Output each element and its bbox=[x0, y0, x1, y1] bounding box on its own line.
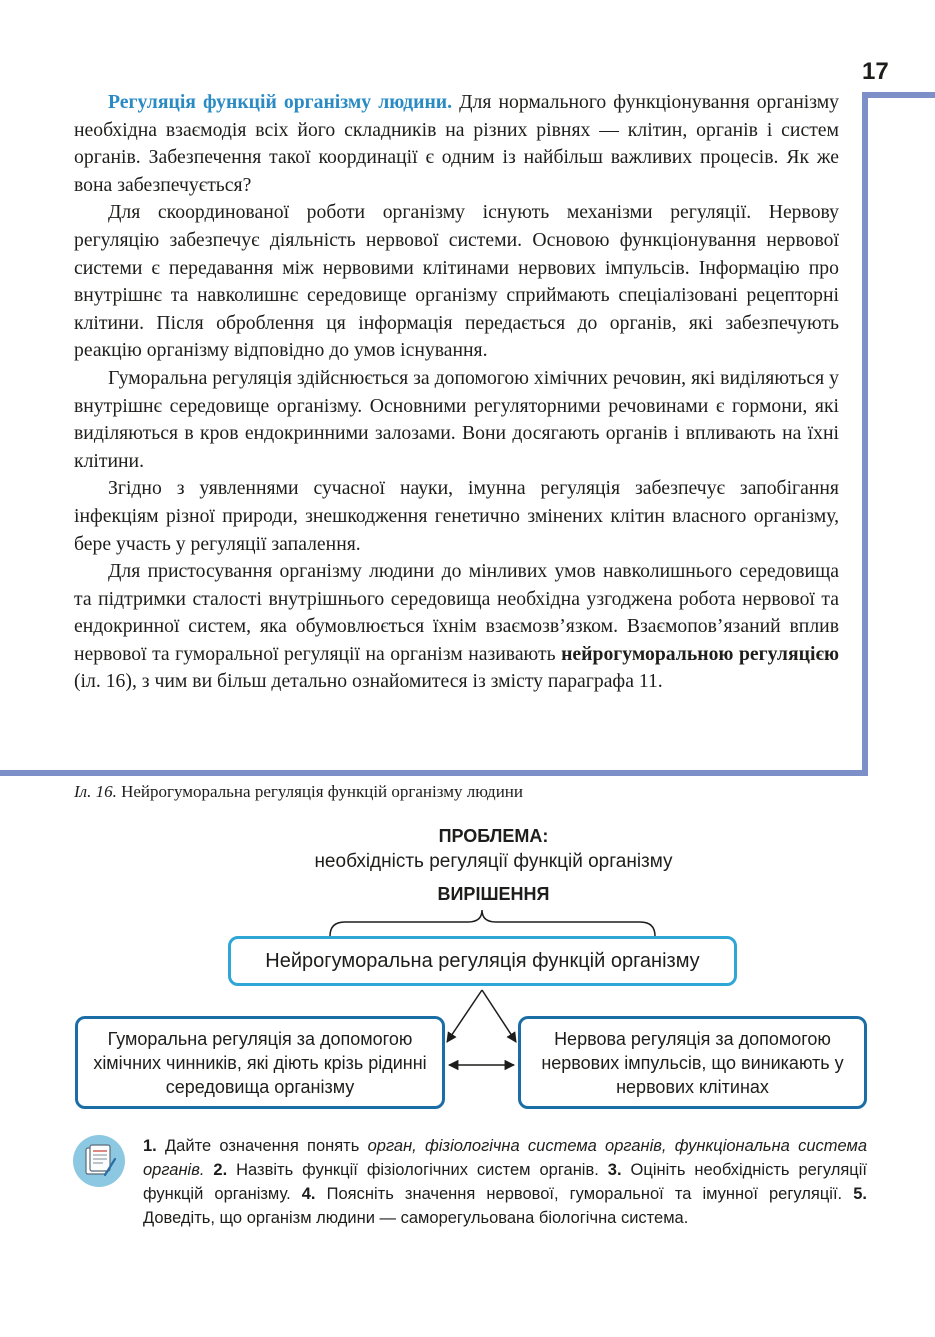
nervous-box: Нервова регуляція за допомогою нервових імпульсів, що виникають у нервових клітинах bbox=[518, 1016, 867, 1109]
question-1-number: 1. bbox=[143, 1137, 157, 1155]
paragraph-5 bbox=[74, 558, 839, 696]
tasks-icon bbox=[73, 1135, 125, 1187]
question-4-text: Поясніть значення нервової, гуморальної та імунної регуляції. bbox=[315, 1185, 843, 1203]
review-questions bbox=[143, 1134, 867, 1230]
page-number: 17 bbox=[862, 58, 889, 85]
question-3-number: 3. bbox=[598, 1161, 622, 1179]
question-5-number: 5. bbox=[842, 1185, 867, 1203]
arrow-to-left-box bbox=[447, 990, 482, 1042]
paragraph-1 bbox=[74, 89, 839, 199]
problem-title: ПРОБЛЕМА: bbox=[438, 826, 549, 846]
question-5-text: Доведіть, що організм людини — саморегульована біологічна система. bbox=[143, 1209, 689, 1227]
solution-brace bbox=[330, 910, 655, 936]
paragraph-3: Гуморальна регуляція здійснюється за допомогою хімічних речовин, які виділяються у внутрішнє середовище організму. Основними регуляторними речовинами є гормони, які виділяються в кров ендокринними залозами. Вони досягають органів і впливають на їхні клітини. bbox=[74, 366, 839, 472]
key-term: нейрогуморальною регуляцією bbox=[561, 642, 839, 665]
paragraph-5-text-start: Для пристосування організму людини до мінливих умов навколишнього середовища та підтримки сталості внутрішнього середовища необхідна узгоджена робота нервової та ендокринної систем, яка обумовлюється їхнім взаємозв’язком. Взаємопов’язаний вплив нервової та гуморальної регуляції на організм називають bbox=[74, 560, 839, 665]
paragraph-1-text: Для нормального функціонування організму необхідна взаємодія всіх його складників на різних рівнях — клітин, органів і систем органів. Забезпечення такої координації є одним із найбільш важливих процесів. Як же вона забезпечується? bbox=[74, 91, 839, 196]
question-2-text: Назвіть функції фізіологічних систем органів. bbox=[227, 1161, 599, 1179]
frame-right-border bbox=[862, 92, 868, 776]
paragraph-4: Згідно з уявленнями сучасної науки, імунна регуляція забезпечує запобігання інфекціям різної природи, знешкодження генетично змінених клітин власного організму, бере участь у регуляції запалення. bbox=[74, 477, 839, 555]
question-2-number: 2. bbox=[204, 1161, 228, 1179]
figure-caption bbox=[74, 782, 523, 802]
frame-top-border bbox=[862, 92, 935, 98]
main-text-block bbox=[74, 89, 839, 696]
arrow-to-right-box bbox=[482, 990, 516, 1042]
caption-label: Іл. 16. bbox=[74, 782, 117, 801]
question-1-terms: орган, фізіологічна система органів, функціональна система органів. bbox=[143, 1137, 867, 1179]
question-4-number: 4. bbox=[290, 1185, 316, 1203]
frame-bottom-border bbox=[0, 770, 868, 776]
caption-text: Нейрогуморальна регуляція функцій організму людини bbox=[116, 782, 523, 801]
neurohumoral-box: Нейрогуморальна регуляція функцій організму bbox=[228, 936, 737, 986]
humoral-box: Гуморальна регуляція за допомогою хімічних чинників, які діють крізь рідинні середовища організму bbox=[75, 1016, 445, 1109]
section-heading: Регуляція функцій організму людини. bbox=[108, 91, 453, 113]
problem-text: необхідність регуляції функцій організму bbox=[314, 851, 673, 872]
question-1-text: Дайте означення понять bbox=[156, 1137, 368, 1155]
solution-title: ВИРІШЕННЯ bbox=[437, 884, 550, 904]
paragraph-2: Для скоординованої роботи організму існують механізми регуляції. Нервову регуляцію забезпечує діяльність нервової системи. Основою функціонування нервової системи є передавання між нервовими клітинами нервових імпульсів. Інформацію про внутрішнє та навколишнє середовище організму сприймають спеціалізовані рецепторні клітини. Після оброблення ця інформація передається до органів, які забезпечують реакцію організму відповідно до умов існування. bbox=[74, 201, 839, 362]
question-3-text: Оцініть необхідність регуляції функцій організму. bbox=[143, 1161, 867, 1203]
paragraph-5-text-end: (іл. 16), з чим ви більш детально ознайомитеся із змісту параграфа 11. bbox=[74, 670, 663, 693]
